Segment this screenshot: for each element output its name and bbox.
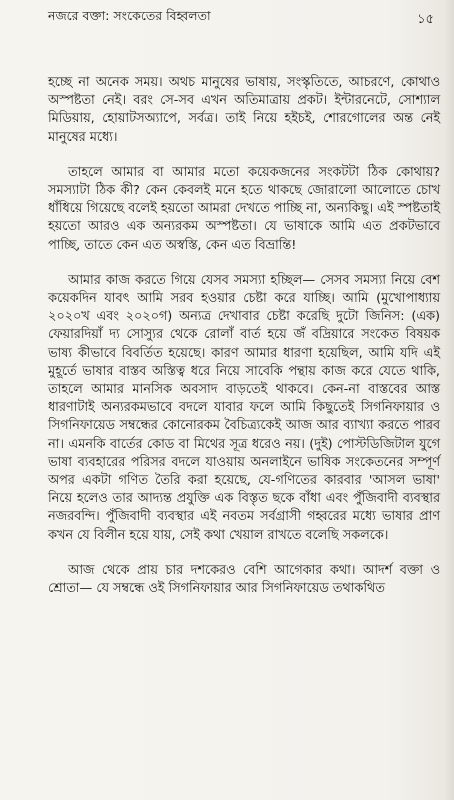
page-number: ১৫: [417, 12, 434, 27]
paragraph-continued: হচ্ছে না অনেক সময়। অথচ মানুষের ভাষায়, সংস্কৃতিতে, আচরণে, কোথাও অস্পষ্টতা নেই। বরং সে-সব এখন অতিমাত্রায় প্রকট। ইন্টারনেটে, সোশ্যাল মিডিয়ায়, হোয়াটসঅ্যাপে, সর্বত্র। তাই নিয়ে হইচই, শোরগোলের অন্ত নেই মানুষের মধ্যে।: [48, 75, 440, 145]
paragraph: তাহলে আমার বা আমার মতো কয়েকজনের সংকটটা ঠিক কোথায়? সমস্যাটা ঠিক কী? কেন কেবলই মনে হতে থাকছে জোরালো আলোতে চোখ ধাঁধিয়ে গিয়েছে বলেই হয়তো আমরা দেখতে পাচ্ছি না, অন্যকিছু। এই স্পষ্টতাই হয়তো আরও এক অন্যরকম অস্পষ্টতা। যে ভাষাকে আমি এত প্রকটভাবে পাচ্ছি, তাতে কেন এত অস্বস্তি, কেন এত বিভ্রান্তি!: [48, 164, 440, 253]
page-body: [48, 74, 440, 615]
running-title: নজরে বক্তা: সংকেতের বিহ্বলতা: [48, 8, 211, 23]
paragraph: আজ থেকে প্রায় চার দশকেরও বেশি আগেকার কথা। আদর্শ বক্তা ও শ্রোতা— যে সম্বন্ধে ওই সিগনিফায়ার আর সিগনিফায়েড তথাকথিত: [48, 562, 440, 597]
page-header: [48, 8, 434, 30]
paragraph: আমার কাজ করতে গিয়ে যেসব সমস্যা হচ্ছিল— সেসব সমস্যা নিয়ে বেশ কয়েকদিন যাবৎ আমি সরব হওয়ার চেষ্টা করে যাচ্ছি। আমি (মুখোপাধ্যায় ২০২০খ এবং ২০২০গ) অন্যত্র দেখাবার চেষ্টা করেছি দুটো জিনিস: (এক) ফেয়ারদিয়াঁ দ্য সোস্যুর থেকে রোলাঁ বার্ত হয়ে জঁ বদ্রিয়ারে সংকেত বিষয়ক ভাষ্য কীভাবে বিবর্তিত হয়েছে। কারণ আমার ধারণা হয়েছিল, আমি যদি এই মুহূর্তে ভাষার বাস্তব অস্তিত্ব ধরে নিয়ে সাবেকি পন্থায় কাজ করে যেতে থাকি, তাহলে আমার মানসিক অবসাদ বাড়তেই থাকবে। কেন-না বাস্তবের আস্ত ধারণাটাই অন্যরকমভাবে বদলে যাবার ফলে আমি কিছুতেই সিগনিফায়ার ও সিগনিফায়েড সম্বন্ধের কোনোরকম বৈচিত্র্যকেই আজ আর ব্যাখ্যা করতে পারব না। এমনকি বার্তের কোড বা মিথের সূত্র ধরেও নয়। (দুই) পোস্টডিজিটাল যুগে ভাষা ব্যবহারের পরিসর বদলে যাওয়ায় অনলাইনে ভাষিক সংকেতনের সম্পূর্ণ অপর একটা গণিত তৈরি করা হয়েছে, যে-গণিতের কারবার 'আসল ভাষা' নিয়ে হলেও তার আদ্যন্ত প্রযুক্তি এক বিস্তৃত ছকে বাঁধা এবং পুঁজিবাদী ব্যবস্থার নজরবন্দি। পুঁজিবাদী ব্যবস্থার এই নবতম সর্বগ্রাসী গহ্বরের মধ্যে ভাষার প্রাণ কখন যে বিলীন হয়ে যায়, সেই কথা খেয়াল রাখতে বলেছি সকলকে।: [48, 272, 440, 543]
page-edge-shadow: [444, 0, 454, 800]
